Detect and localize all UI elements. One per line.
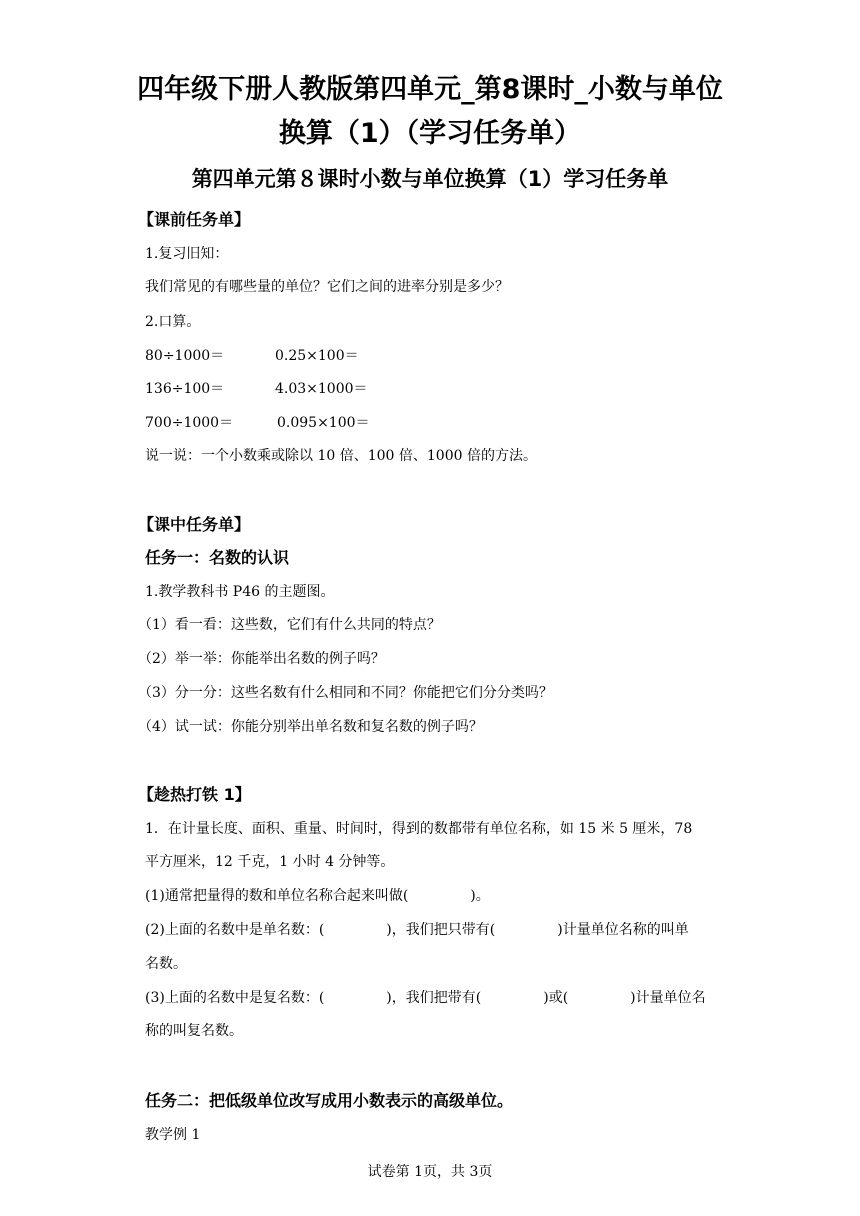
review-title: 1.复习旧知： <box>145 246 229 262</box>
practice1-q1-3-line2: 称的叫复名数。 <box>145 1023 243 1039</box>
task1-item: （3）分一分：这些名数有什么相同和不同？你能把它们分分类吗？ <box>138 685 553 701</box>
pre-class-heading: 【课前任务单】 <box>138 210 251 229</box>
practice1-q1-line1: 1．在计量长度、面积、重量、时间时，得到的数都带有单位名称，如 15 米 5 厘米，78 <box>145 821 693 837</box>
task2-title: 任务二：把低级单位改写成用小数表示的高级单位。 <box>145 1091 514 1110</box>
calc-left: 136÷100＝ <box>145 381 225 397</box>
task1-title: 任务一：名数的认识 <box>145 548 290 567</box>
q1-2-text-c: )计量单位名称的叫单 <box>557 922 689 938</box>
document-title <box>100 68 760 156</box>
q1-3-text-c: )或( <box>543 990 569 1006</box>
practice1-q1-3 <box>145 987 706 1007</box>
document-title-line2: 换算（1）（学习任务单） <box>278 118 582 149</box>
say-prompt: 说一说：一个小数乘或除以 10 倍、100 倍、1000 倍的方法。 <box>145 448 537 464</box>
oral-calc-title: 2.口算。 <box>145 314 201 330</box>
practice1-q1-line2: 平方厘米，12 千克，1 小时 4 分钟等。 <box>145 854 395 870</box>
practice1-q1-2 <box>145 919 689 939</box>
document-subtitle: 第四单元第８课时小数与单位换算（1）学习任务单 <box>191 167 669 191</box>
practice1-heading: 【趁热打铁 1】 <box>138 785 251 804</box>
q1-3-text-b: )，我们把带有( <box>386 990 482 1006</box>
calc-right: 0.095×100＝ <box>277 415 370 431</box>
document-title-line1: 四年级下册人教版第四单元_第8课时_小数与单位 <box>137 74 723 105</box>
calc-right: 4.03×1000＝ <box>275 381 368 397</box>
task1-intro: 1.教学教科书 P46 的主题图。 <box>145 584 335 600</box>
q1-1-text-a: (1)通常把量得的数和单位名称合起来叫做( <box>145 888 409 904</box>
page-footer: 试卷第 1页，共 3页 <box>367 1164 493 1180</box>
practice1-q1-1 <box>145 885 490 905</box>
q1-3-text-d: )计量单位名 <box>630 990 706 1006</box>
q1-2-text-a: (2)上面的名数中是单名数：( <box>145 922 325 938</box>
q1-2-text-b: )，我们把只带有( <box>386 922 496 938</box>
task1-item: （2）举一举：你能举出名数的例子吗？ <box>138 651 385 667</box>
q1-1-text-b: )。 <box>470 888 490 904</box>
task2-example: 教学例 1 <box>145 1127 201 1143</box>
task1-item: （4）试一试：你能分别举出单名数和复名数的例子吗？ <box>138 719 483 735</box>
review-question: 我们常见的有哪些量的单位？它们之间的进率分别是多少？ <box>145 279 509 295</box>
calc-left: 700÷1000＝ <box>145 415 234 431</box>
in-class-heading: 【课中任务单】 <box>138 515 251 534</box>
calc-left: 80÷1000＝ <box>145 348 225 364</box>
q1-3-text-a: (3)上面的名数中是复名数：( <box>145 990 325 1006</box>
task1-item: （1）看一看：这些数，它们有什么共同的特点？ <box>138 617 441 633</box>
practice1-q1-2-line2: 名数。 <box>145 956 187 972</box>
calc-right: 0.25×100＝ <box>275 348 359 364</box>
